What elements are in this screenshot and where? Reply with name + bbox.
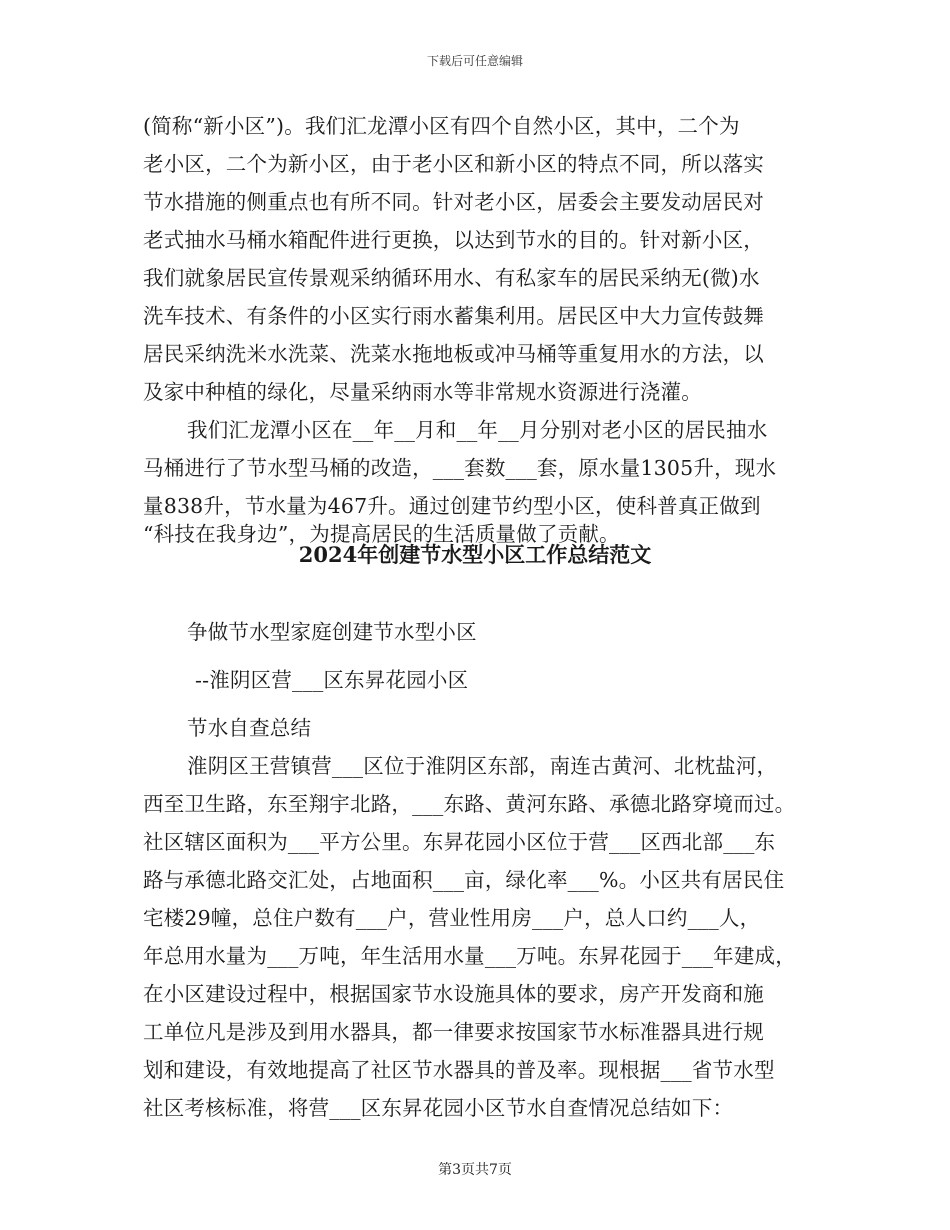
body-line: 淮阴区王营镇营___区位于淮阴区东部，南连古黄河、北枕盐河， (187, 754, 778, 778)
paragraph-line: 居民采纳洗米水洗菜、洗菜水拖地板或冲马桶等重复用水的方法，以 (143, 342, 764, 366)
body-line: 宅楼29幢，总住户数有___户，营业性用房___户，总人口约___人， (143, 906, 761, 930)
page-header: 下载后可任意编辑 (426, 54, 523, 68)
paragraph-line: (简称“新小区”)。我们汇龙潭小区有四个自然小区，其中，二个为 (143, 114, 740, 138)
paragraph-line: 及家中种植的绿化，尽量采纳雨水等非常规水资源进行浇灌。 (143, 380, 702, 404)
body-line: 路与承德北路交汇处，占地面积___亩，绿化率___%。小区共有居民住 (143, 868, 785, 892)
body-line: 划和建设，有效地提高了社区节水器具的普及率。现根据___省节水型 (143, 1058, 775, 1082)
body-line: 在小区建设过程中，根据国家节水设施具体的要求，房产开发商和施 (143, 982, 764, 1006)
paragraph-line: 量838升，节水量为467升。通过创建节约型小区，使科普真正做到 (143, 494, 761, 518)
byline: --淮阴区营___区东昇花园小区 (195, 668, 469, 692)
body-line: 社区考核标准，将营___区东昇花园小区节水自查情况总结如下： (143, 1096, 734, 1120)
section-title: 2024年创建节水型小区工作总结范文 (298, 542, 652, 567)
page-number-footer: 第3页共7页 (438, 1162, 512, 1178)
paragraph-line: 老式抽水马桶水箱配件进行更换，以达到节水的目的。针对新小区， (143, 228, 764, 252)
subtitle: 争做节水型家庭创建节水型小区 (187, 620, 477, 644)
paragraph-line: 我们就象居民宣传景观采纳循环用水、有私家车的居民采纳无(微)水 (143, 266, 760, 290)
paragraph-line: 马桶进行了节水型马桶的改造，___套数___套，原水量1305升，现水 (143, 456, 777, 480)
heading-self-check: 节水自查总结 (187, 716, 312, 740)
paragraph-line: “科技在我身边”，为提高居民的生活质量做了贡献。 (143, 522, 620, 546)
paragraph-line: 我们汇龙潭小区在__年__月和__年__月分别对老小区的居民抽水 (187, 418, 768, 442)
body-line: 工单位凡是涉及到用水器具，都一律要求按国家节水标准器具进行规 (143, 1020, 764, 1044)
paragraph-line: 老小区，二个为新小区，由于老小区和新小区的特点不同，所以落实 (143, 152, 764, 176)
paragraph-line: 洗车技术、有条件的小区实行雨水蓄集利用。居民区中大力宣传鼓舞 (143, 304, 764, 328)
body-line: 西至卫生路，东至翔宇北路，___东路、黄河东路、承德北路穿境而过。 (143, 792, 796, 816)
body-line: 年总用水量为___万吨，年生活用水量___万吨。东昇花园于___年建成， (143, 944, 796, 968)
paragraph-line: 节水措施的侧重点也有所不同。针对老小区，居委会主要发动居民对 (143, 190, 764, 214)
body-line: 社区辖区面积为___平方公里。东昇花园小区位于营___区西北部___东 (143, 830, 776, 854)
